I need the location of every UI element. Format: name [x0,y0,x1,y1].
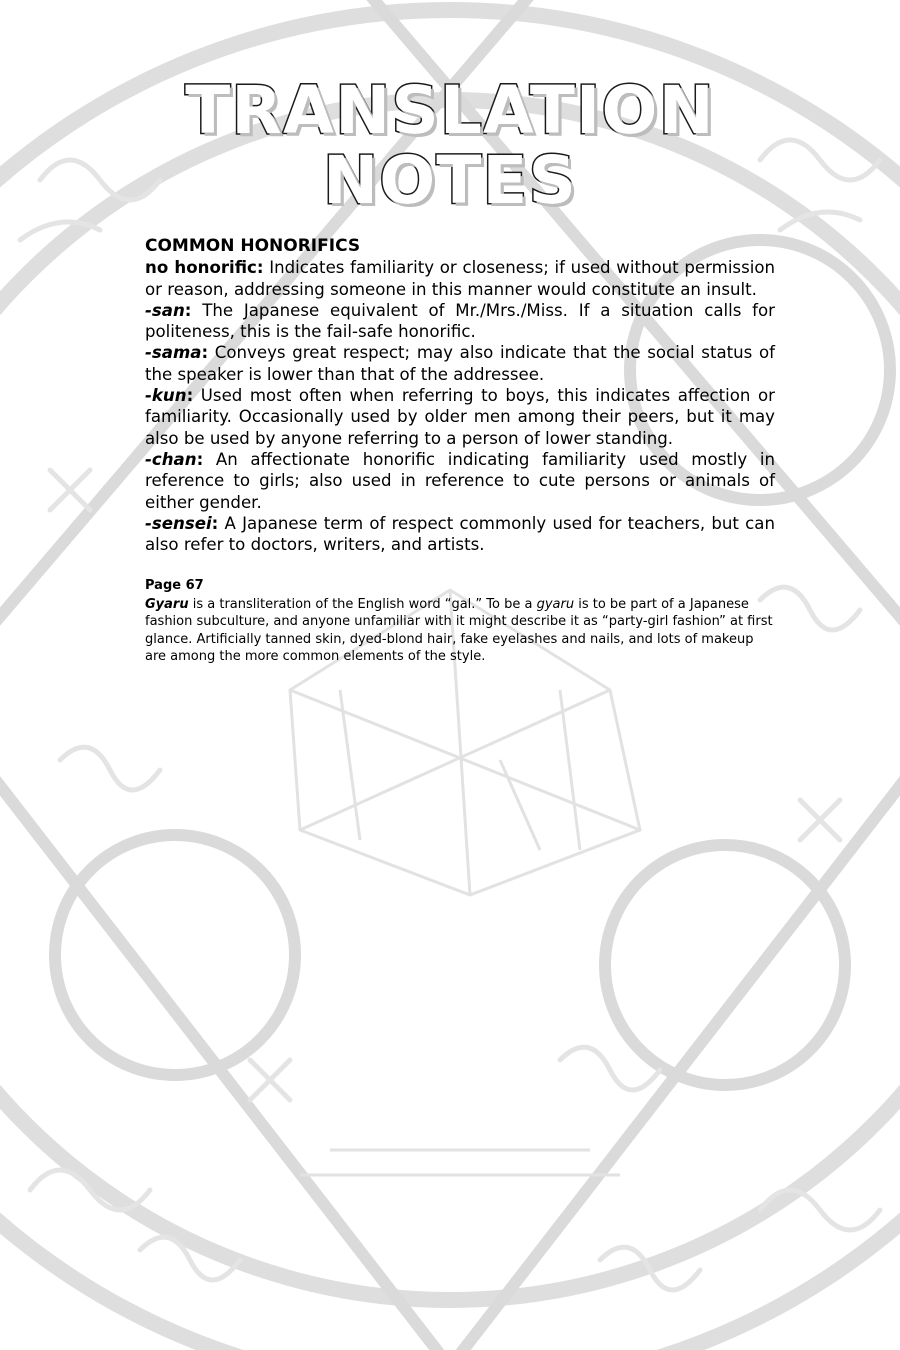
honorific-term: -sama [145,343,202,363]
honorific-definition: Used most often when referring to boys, this indicates affection or familiarity. Occasionally used by older men among their peers, but it may also be used by anyone referring to a person of lower standing. [145,386,775,448]
honorific-term: no honorific: [145,258,264,278]
honorific-entry-sensei: -sensei: A Japanese term of respect commonly used for teachers, but can also refer to doctors, writers, and artists. [145,513,775,555]
title-line-1: TRANSLATION [185,72,715,149]
honorific-definition: The Japanese equivalent of Mr./Mrs./Miss. If a situation calls for politeness, this is the fail-safe honorific. [145,300,775,342]
page-note-term: Gyaru [145,597,189,613]
honorific-term: -chan [145,449,197,469]
title-line-2: NOTES [323,142,577,219]
honorifics-heading: COMMON HONORIFICS [145,236,361,256]
page-note-heading: Page 67 [145,578,204,593]
honorific-entry-none [145,257,775,300]
honorific-definition: An affectionate honorific indicating familiarity used mostly in reference to girls; also used in reference to cute persons or animals of either gender. [145,449,775,512]
honorific-entry-sama: -sama: Conveys great respect; may also indicate that the social status of the speaker is lower than that of the addressee. [145,343,775,384]
honorific-entry-kun: -kun: Used most often when referring to boys, this indicates affection or familiarity. Occasionally used by older men among their peers, but it may also be used by anyone referring to a person of lower standing. [145,386,775,448]
page-note-body: Gyaru is a transliteration of the English word “gal.” To be a gyaru is to be part of a Japanese fashion subculture, and anyone unfamiliar with it might describe it as “party-girl fashion” at first glance. Artificially tanned skin, dyed-blond hair, fake eyelashes and nails, and lots of makeup are among the more common elements of the style. [145,597,773,664]
left-small-circle [55,835,295,1075]
page-note-section [145,577,775,665]
honorific-term: -san [145,300,185,320]
honorific-term: -sensei [145,513,212,533]
honorific-definition: Indicates familiarity or closeness; if used without permission or reason, addressing someone in this manner would constitute an insult. [145,258,775,299]
honorifics-section [145,236,775,555]
page-note-term-italic: gyaru [536,597,575,613]
right-small-circle [605,845,845,1085]
honorific-definition: Conveys great respect; may also indicate that the social status of the speaker is lower than that of the addressee. [145,343,775,384]
honorific-definition: A Japanese term of respect commonly used for teachers, but can also refer to doctors, writers, and artists. [145,513,775,555]
honorific-entry-chan: -chan: An affectionate honorific indicating familiarity used mostly in reference to girls; also used in reference to cute persons or animals of either gender. [145,449,775,512]
honorific-term: -kun [145,386,187,406]
honorific-entry-san: -san: The Japanese equivalent of Mr./Mrs./Miss. If a situation calls for politeness, this is the fail-safe honorific. [145,300,775,342]
